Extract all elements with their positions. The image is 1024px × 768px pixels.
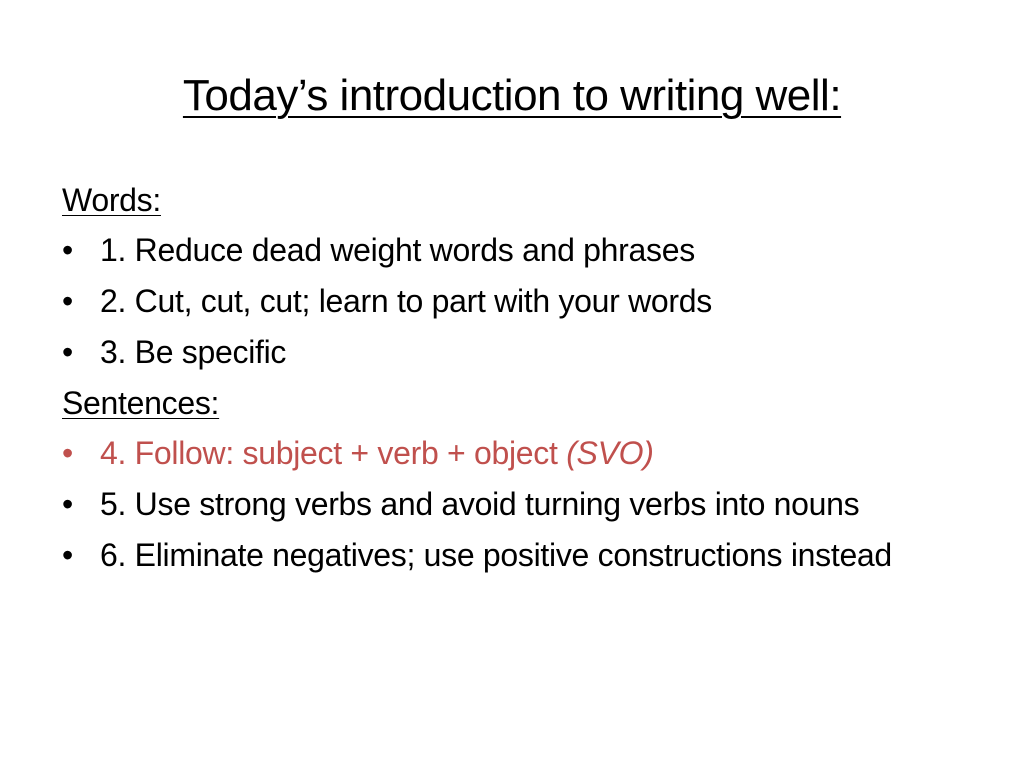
list-item-text: 2. Cut, cut, cut; learn to part with your words	[100, 283, 712, 319]
list-item-text: 5. Use strong verbs and avoid turning verbs into nouns	[100, 486, 860, 522]
slide-title: Today’s introduction to writing well:	[182, 71, 842, 120]
slide-body	[62, 180, 962, 586]
list-item-text: 6. Eliminate negatives; use positive constructions instead	[100, 537, 892, 573]
list-item	[62, 332, 962, 372]
words-section	[62, 180, 962, 372]
bullet-icon: •	[62, 334, 73, 370]
list-item-text: 1. Reduce dead weight words and phrases	[100, 232, 695, 268]
list-item-highlighted	[62, 433, 962, 473]
list-item-text: 3. Be specific	[100, 334, 287, 370]
bullet-icon: •	[62, 537, 73, 573]
list-item	[62, 230, 962, 270]
list-item	[62, 535, 962, 575]
list-item	[62, 484, 962, 524]
bullet-icon: •	[62, 283, 73, 319]
bullet-icon: •	[62, 486, 73, 522]
bullet-icon: •	[62, 435, 73, 471]
list-item-text: 4. Follow: subject + verb + object	[100, 435, 567, 471]
list-item	[62, 281, 962, 321]
list-item-emphasis: (SVO)	[566, 435, 654, 471]
section-heading-words: Words:	[62, 182, 161, 218]
sentences-list	[62, 433, 962, 575]
section-heading-sentences: Sentences:	[62, 385, 220, 421]
bullet-icon: •	[62, 232, 73, 268]
words-list	[62, 230, 962, 372]
sentences-section	[62, 383, 962, 575]
